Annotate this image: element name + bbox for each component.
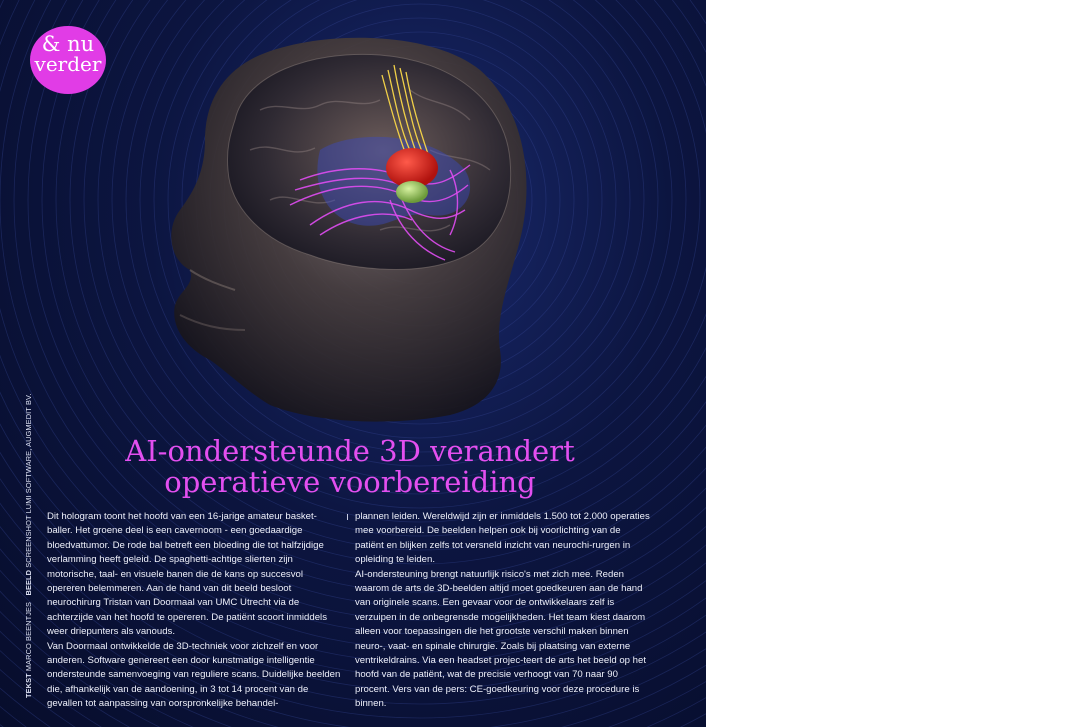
credit-label-image: BEELD xyxy=(24,569,33,596)
badge-line2: verder xyxy=(34,52,102,76)
column-divider xyxy=(347,514,348,520)
article-title xyxy=(70,436,630,498)
article-column-1 xyxy=(47,510,341,712)
credit-author: MARCO BEENTJES xyxy=(24,601,33,672)
paragraph: plannen leiden. Wereldwijd zijn er inmiddels 1.500 tot 2.000 operaties mee voorbereid. De beelden helpen ook bij voorlichting van de patiënt en blijken zelfs tot versneld inzicht van neurochi-rurgen in opleiding te leiden. xyxy=(355,511,650,566)
paragraph: Van Doormaal ontwikkelde de 3D-techniek voor zichzelf en voor anderen. Software genereert een door kunstmatige intelligentie ondersteunde samenvoeging van reguliere scans. Duidelijke beelden die, afhankelijk van de aandoening, in 3 tot 14 procent van de gevallen tot aanpassing van oorspronkelijke behandel- xyxy=(47,640,341,710)
credit-label-text: TEKST xyxy=(24,673,33,698)
paragraph: AI-ondersteuning brengt natuurlijk risico's met zich mee. Reden waarom de arts de 3D-beelden altijd moet goedkeuren aan de hand van originele scans. Een gevaar voor de ontwikkelaars zelf is verzuipen in de onbegrensde mogelijkheden. Het team kiest daarom alleen voor toepassingen die het grootste verschil maken binnen neuro-, vaat- en spinale chirurgie. Zoals bij plaatsing van externe ventrikeldrains. Via een headset projec-teert de arts het beeld op het hoofd van de patiënt, wat de precisie verhoogt van 70 naar 90 procent. Vers van de pers: CE-goedkeuring voor deze procedure is binnen. xyxy=(355,568,647,710)
badge-line1: & nu xyxy=(41,32,95,56)
photo-credit xyxy=(24,394,33,698)
article-column-2 xyxy=(355,510,651,712)
title-line1: AI-ondersteunde 3D verandert xyxy=(125,434,575,468)
blank-facing-page xyxy=(706,0,1090,727)
section-badge xyxy=(30,26,106,94)
paragraph: Dit hologram toont het hoofd van een 16-jarige amateur basket-baller. Het groene deel is een cavernoom - een goedaardige bloedvattumor. De rode bal betreft een bloeding die tot halfzijdige verlamming heeft geleid. De spaghetti-achtige slierten zijn motorische, taal- en visuele banen die de kans op succesvol opereren belemmeren. Aan de hand van dit beeld besloot neurochirurg Tristan van Doormaal van UMC Utrecht via de achterzijde van het hoofd te opereren. De patiënt scoort inmiddels weer driepunters als vanouds. xyxy=(47,511,327,638)
brain-hologram-image xyxy=(150,30,550,430)
title-line2: operatieve voorbereiding xyxy=(164,465,536,499)
credit-image-source: SCREENSHOT LUMI SOFTWARE, AUGMEDIT BV. xyxy=(24,393,33,568)
